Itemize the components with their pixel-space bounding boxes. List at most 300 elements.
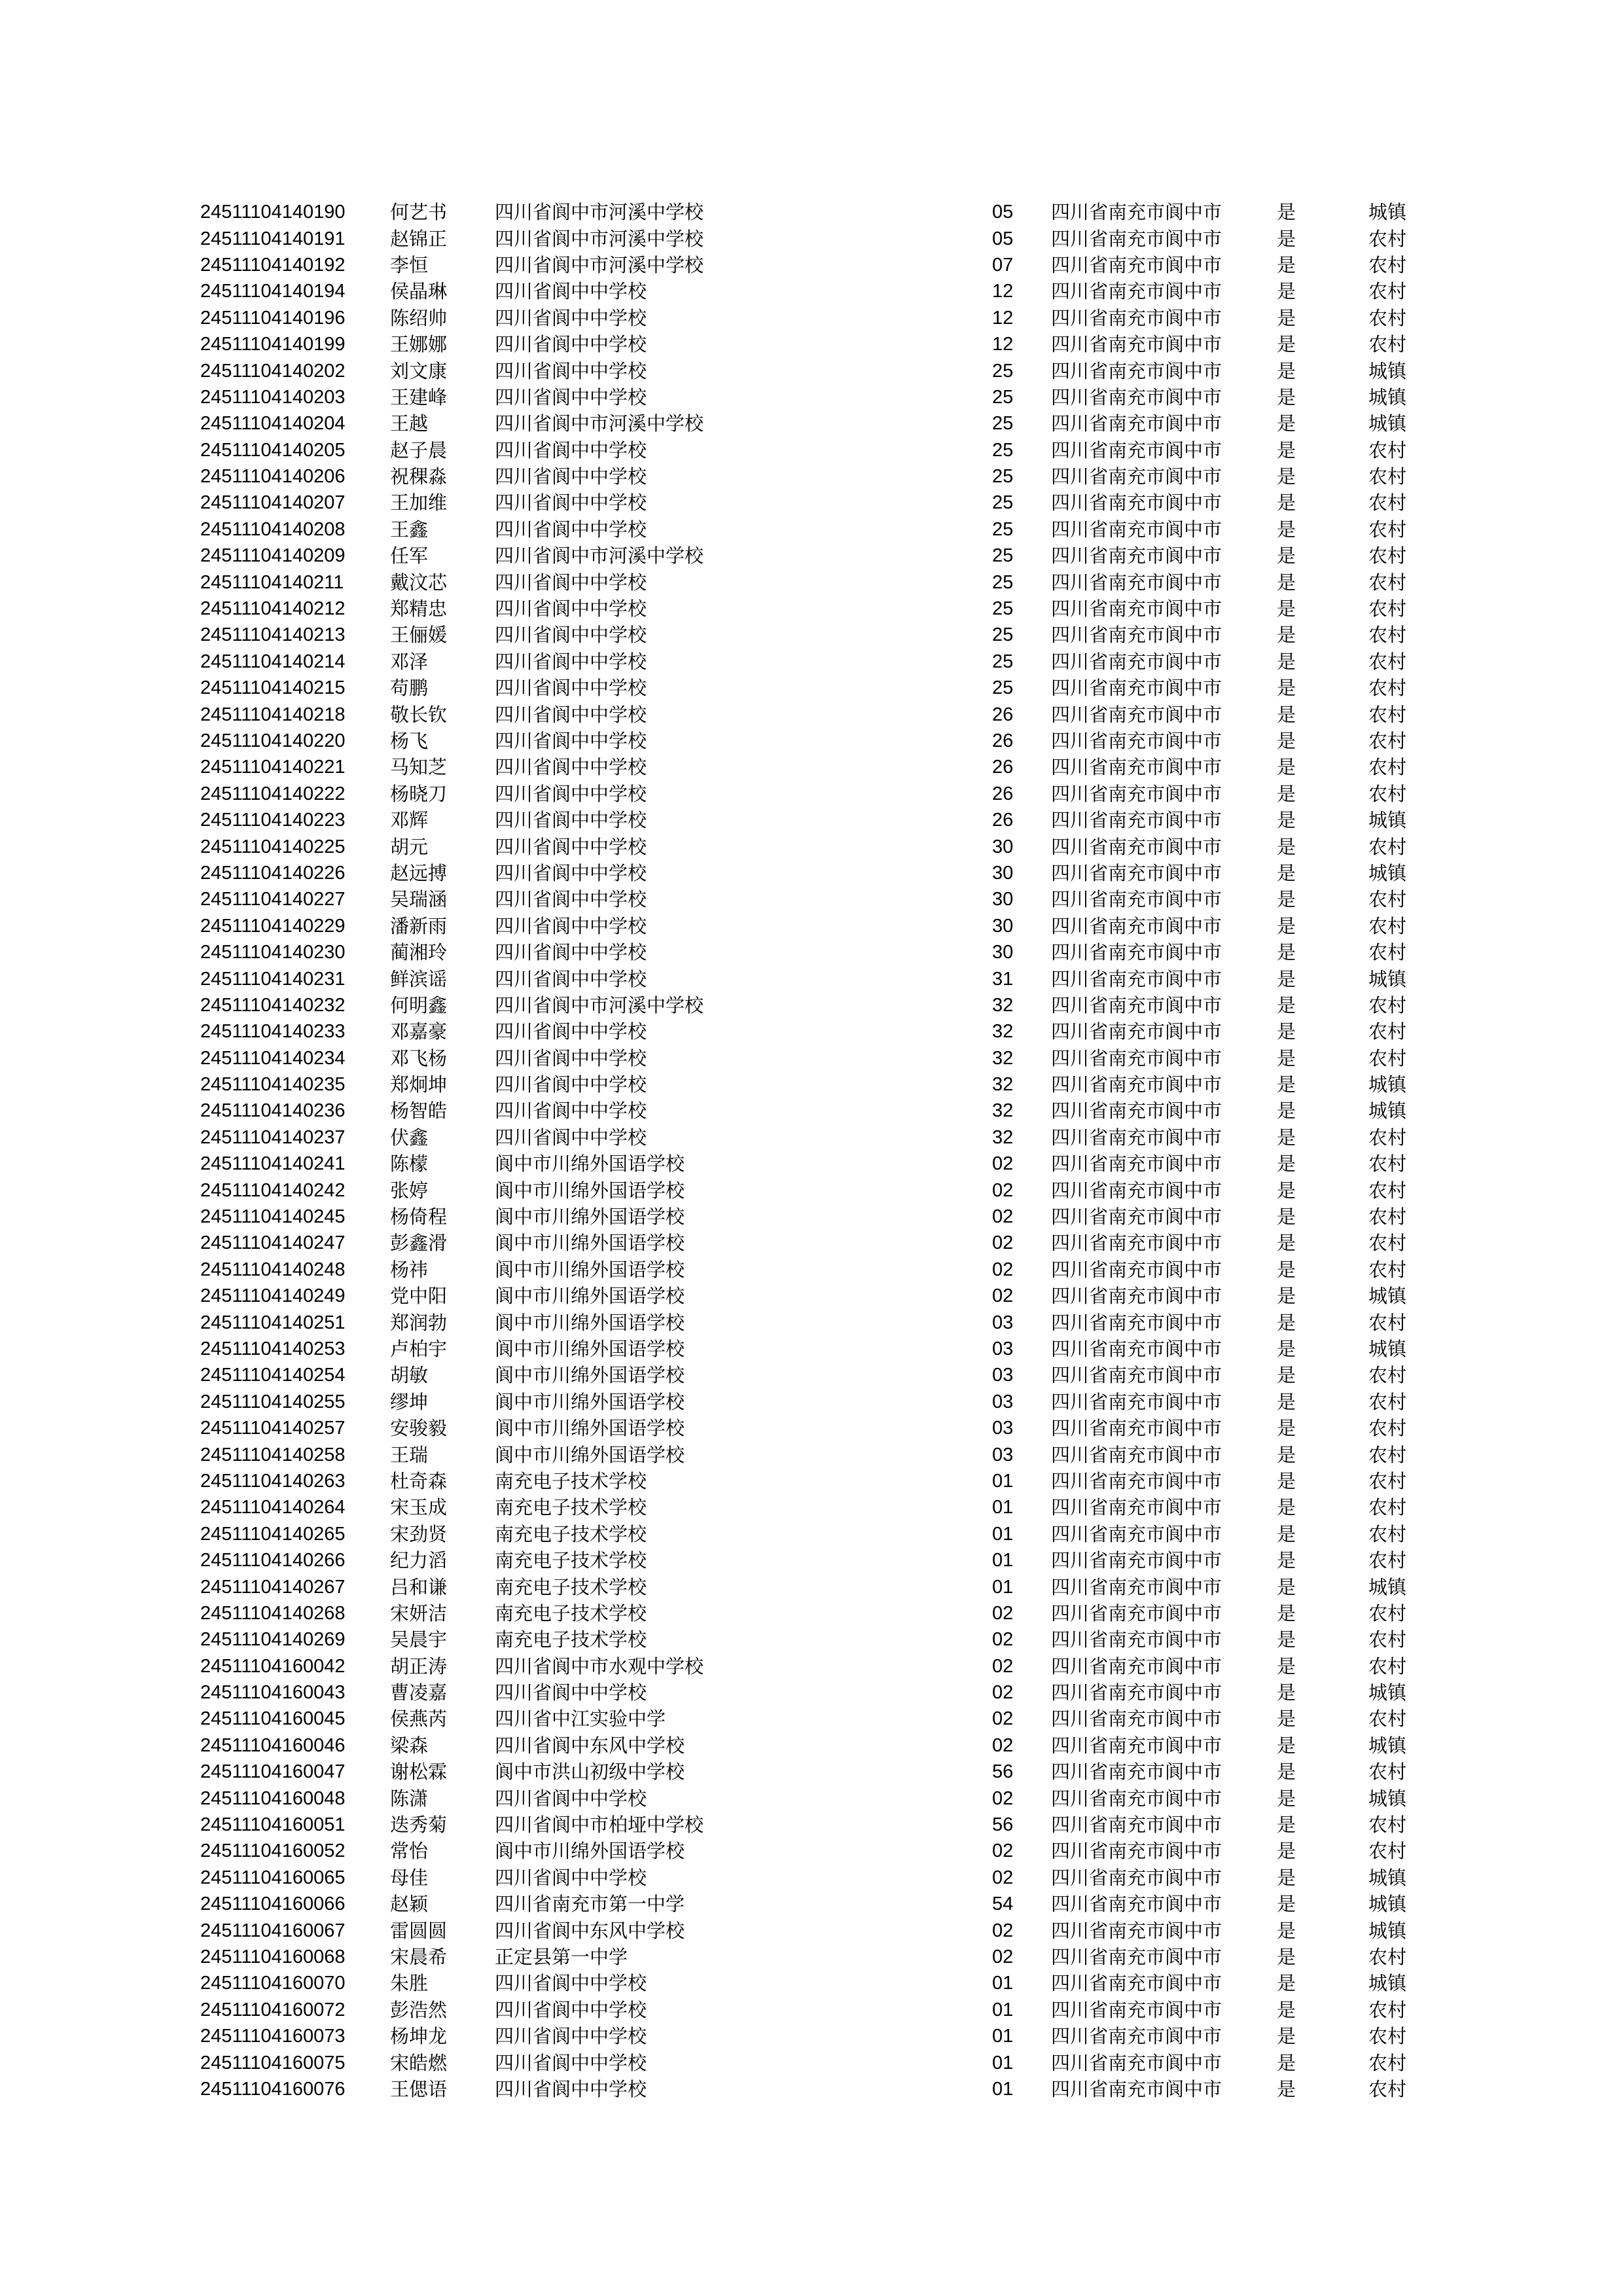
area-type-cell: 农村: [1368, 888, 1407, 911]
exam-number-cell: 24511104140206: [200, 466, 346, 488]
area-type-cell: 城镇: [1368, 412, 1407, 435]
student-name-cell: 侯晶琳: [390, 280, 448, 303]
table-row: [0, 252, 1623, 278]
table-row: [0, 939, 1623, 965]
flag-cell: 是: [1277, 624, 1296, 647]
exam-number-cell: 24511104140264: [200, 1497, 346, 1518]
table-row: [0, 305, 1623, 331]
region-cell: 四川省南充市阆中市: [1051, 1840, 1222, 1863]
student-name-cell: 蔺湘玲: [390, 941, 448, 964]
flag-cell: 是: [1277, 1919, 1296, 1942]
student-name-cell: 刘文康: [390, 359, 448, 382]
row-margin: [0, 1151, 200, 1177]
category-code-cell: 26: [992, 757, 1014, 778]
area-type-cell: 农村: [1368, 1469, 1407, 1492]
region-cell: 四川省南充市阆中市: [1051, 650, 1222, 673]
school-name-cell: 四川省阆中中学校: [495, 914, 647, 937]
row-margin: [0, 1653, 200, 1679]
table-row: [0, 1997, 1623, 2023]
area-type-cell: 农村: [1368, 1179, 1407, 1202]
school-name-cell: 阆中市川绵外国语学校: [495, 1337, 685, 1360]
row-margin: [0, 596, 200, 622]
region-cell: 四川省南充市阆中市: [1051, 359, 1222, 382]
school-name-cell: 四川省阆中中学校: [495, 650, 647, 673]
category-code-cell: 25: [992, 439, 1014, 461]
table-row: [0, 1653, 1623, 1679]
row-margin: [0, 410, 200, 437]
flag-cell: 是: [1277, 677, 1296, 700]
region-cell: 四川省南充市阆中市: [1051, 439, 1222, 461]
category-code-cell: 32: [992, 1126, 1014, 1148]
category-code-cell: 25: [992, 598, 1014, 620]
exam-number-cell: 24511104140205: [200, 439, 346, 461]
area-type-cell: 城镇: [1368, 1073, 1407, 1096]
flag-cell: 是: [1277, 465, 1296, 488]
school-name-cell: 四川省阆中中学校: [495, 306, 647, 329]
exam-number-cell: 24511104140231: [200, 968, 346, 990]
area-type-cell: 农村: [1368, 439, 1407, 461]
flag-cell: 是: [1277, 2051, 1296, 2074]
category-code-cell: 02: [992, 1867, 1014, 1888]
flag-cell: 是: [1277, 227, 1296, 250]
table-row: [0, 384, 1623, 410]
flag-cell: 是: [1277, 1417, 1296, 1440]
exam-number-cell: 24511104140211: [200, 571, 344, 593]
table-row: [0, 410, 1623, 437]
exam-number-cell: 24511104140190: [200, 202, 346, 223]
flag-cell: 是: [1277, 306, 1296, 329]
category-code-cell: 01: [992, 1523, 1014, 1545]
area-type-cell: 农村: [1368, 492, 1407, 514]
region-cell: 四川省南充市阆中市: [1051, 835, 1222, 858]
category-code-cell: 25: [992, 677, 1014, 699]
area-type-cell: 农村: [1368, 941, 1407, 964]
table-body: [0, 199, 1623, 2102]
area-type-cell: 农村: [1368, 1761, 1407, 1784]
category-code-cell: 02: [992, 1920, 1014, 1941]
category-code-cell: 26: [992, 704, 1014, 725]
student-name-cell: 王偲语: [390, 2077, 448, 2100]
flag-cell: 是: [1277, 1126, 1296, 1149]
school-name-cell: 四川省阆中中学校: [495, 571, 647, 594]
flag-cell: 是: [1277, 1285, 1296, 1308]
exam-number-cell: 24511104160072: [200, 1999, 346, 2020]
category-code-cell: 05: [992, 202, 1014, 223]
region-cell: 四川省南充市阆中市: [1051, 1153, 1222, 1175]
area-type-cell: 城镇: [1368, 1100, 1407, 1122]
school-name-cell: 四川省阆中中学校: [495, 465, 647, 488]
area-type-cell: 农村: [1368, 253, 1407, 276]
flag-cell: 是: [1277, 1496, 1296, 1519]
exam-number-cell: 24511104140199: [200, 334, 346, 355]
area-type-cell: 农村: [1368, 677, 1407, 700]
school-name-cell: 四川省阆中中学校: [495, 1126, 647, 1149]
region-cell: 四川省南充市阆中市: [1051, 914, 1222, 937]
school-name-cell: 阆中市川绵外国语学校: [495, 1179, 685, 1202]
flag-cell: 是: [1277, 1575, 1296, 1598]
exam-number-cell: 24511104140249: [200, 1285, 346, 1307]
school-name-cell: 南充电子技术学校: [495, 1522, 647, 1545]
exam-number-cell: 24511104160047: [200, 1761, 346, 1783]
row-margin: [0, 305, 200, 331]
region-cell: 四川省南充市阆中市: [1051, 1549, 1222, 1572]
region-cell: 四川省南充市阆中市: [1051, 994, 1222, 1016]
region-cell: 四川省南充市阆中市: [1051, 1919, 1222, 1942]
table-row: [0, 1468, 1623, 1494]
category-code-cell: 32: [992, 1100, 1014, 1122]
student-name-cell: 梁森: [390, 1734, 429, 1757]
region-cell: 四川省南充市阆中市: [1051, 545, 1222, 567]
area-type-cell: 农村: [1368, 518, 1407, 541]
region-cell: 四川省南充市阆中市: [1051, 227, 1222, 250]
area-type-cell: 城镇: [1368, 201, 1407, 224]
row-margin: [0, 781, 200, 807]
student-name-cell: 鲜滨谣: [390, 967, 448, 990]
table-row: [0, 490, 1623, 516]
school-name-cell: 四川省阆中中学校: [495, 677, 647, 700]
flag-cell: 是: [1277, 967, 1296, 990]
exam-number-cell: 24511104140253: [200, 1338, 346, 1359]
table-row: [0, 675, 1623, 701]
table-row: [0, 1785, 1623, 1811]
student-name-cell: 常怡: [390, 1840, 429, 1863]
category-code-cell: 02: [992, 1206, 1014, 1228]
area-type-cell: 农村: [1368, 1522, 1407, 1545]
school-name-cell: 四川省阆中中学校: [495, 333, 647, 356]
area-type-cell: 农村: [1368, 703, 1407, 726]
exam-number-cell: 24511104140248: [200, 1259, 346, 1280]
table-row: [0, 1257, 1623, 1283]
school-name-cell: 四川省阆中中学校: [495, 624, 647, 647]
area-type-cell: 城镇: [1368, 1734, 1407, 1757]
area-type-cell: 城镇: [1368, 967, 1407, 990]
flag-cell: 是: [1277, 994, 1296, 1016]
row-margin: [0, 490, 200, 516]
student-name-cell: 杨祎: [390, 1258, 429, 1281]
school-name-cell: 阆中市川绵外国语学校: [495, 1153, 685, 1175]
row-margin: [0, 1071, 200, 1098]
table-row: [0, 807, 1623, 833]
region-cell: 四川省南充市阆中市: [1051, 386, 1222, 408]
flag-cell: 是: [1277, 1972, 1296, 1995]
region-cell: 四川省南充市阆中市: [1051, 1734, 1222, 1757]
area-type-cell: 农村: [1368, 280, 1407, 303]
row-margin: [0, 1018, 200, 1045]
table-row: [0, 1944, 1623, 1970]
area-type-cell: 城镇: [1368, 1972, 1407, 1995]
row-margin: [0, 1865, 200, 1891]
region-cell: 四川省南充市阆中市: [1051, 1681, 1222, 1704]
school-name-cell: 南充电子技术学校: [495, 1602, 647, 1624]
student-name-cell: 何明鑫: [390, 994, 448, 1016]
table-row: [0, 833, 1623, 859]
school-name-cell: 四川省阆中中学校: [495, 2077, 647, 2100]
row-margin: [0, 1600, 200, 1626]
flag-cell: 是: [1277, 1153, 1296, 1175]
flag-cell: 是: [1277, 1179, 1296, 1202]
area-type-cell: 农村: [1368, 1364, 1407, 1387]
student-name-cell: 卢柏宇: [390, 1337, 448, 1360]
student-name-cell: 张婷: [390, 1179, 429, 1202]
exam-number-cell: 24511104140227: [200, 889, 346, 910]
table-row: [0, 1018, 1623, 1045]
table-row: [0, 463, 1623, 490]
exam-number-cell: 24511104160073: [200, 2026, 346, 2047]
row-margin: [0, 1177, 200, 1203]
flag-cell: 是: [1277, 2077, 1296, 2100]
area-type-cell: 农村: [1368, 1655, 1407, 1677]
school-name-cell: 四川省阆中东风中学校: [495, 1734, 685, 1757]
category-code-cell: 05: [992, 228, 1014, 249]
school-name-cell: 四川省阆中中学校: [495, 518, 647, 541]
school-name-cell: 四川省阆中中学校: [495, 1787, 647, 1810]
category-code-cell: 02: [992, 1708, 1014, 1730]
category-code-cell: 03: [992, 1312, 1014, 1333]
student-name-cell: 王鑫: [390, 518, 429, 541]
flag-cell: 是: [1277, 1549, 1296, 1572]
area-type-cell: 农村: [1368, 1232, 1407, 1255]
exam-number-cell: 24511104140251: [200, 1312, 346, 1333]
table-row: [0, 1389, 1623, 1415]
flag-cell: 是: [1277, 861, 1296, 884]
category-code-cell: 03: [992, 1418, 1014, 1439]
area-type-cell: 农村: [1368, 227, 1407, 250]
flag-cell: 是: [1277, 1390, 1296, 1413]
student-name-cell: 杨倚程: [390, 1206, 448, 1229]
category-code-cell: 12: [992, 307, 1014, 329]
region-cell: 四川省南充市阆中市: [1051, 1285, 1222, 1308]
school-name-cell: 阆中市川绵外国语学校: [495, 1417, 685, 1440]
student-name-cell: 胡元: [390, 835, 429, 858]
table-row: [0, 1706, 1623, 1732]
area-type-cell: 城镇: [1368, 861, 1407, 884]
area-type-cell: 农村: [1368, 2025, 1407, 2048]
exam-number-cell: 24511104140257: [200, 1418, 346, 1439]
table-row: [0, 1151, 1623, 1177]
school-name-cell: 四川省阆中东风中学校: [495, 1919, 685, 1942]
area-type-cell: 农村: [1368, 1047, 1407, 1069]
table-row: [0, 781, 1623, 807]
table-row: [0, 1230, 1623, 1256]
area-type-cell: 农村: [1368, 1496, 1407, 1519]
category-code-cell: 02: [992, 1179, 1014, 1201]
student-name-cell: 陈檬: [390, 1153, 429, 1175]
student-name-cell: 郑精忠: [390, 598, 448, 620]
table-row: [0, 1204, 1623, 1230]
category-code-cell: 25: [992, 624, 1014, 646]
area-type-cell: 农村: [1368, 1945, 1407, 1968]
category-code-cell: 26: [992, 810, 1014, 831]
student-name-cell: 潘新雨: [390, 914, 448, 937]
area-type-cell: 农村: [1368, 1708, 1407, 1731]
row-margin: [0, 1706, 200, 1732]
table-row: [0, 1283, 1623, 1309]
school-name-cell: 南充电子技术学校: [495, 1469, 647, 1492]
flag-cell: 是: [1277, 1073, 1296, 1096]
exam-number-cell: 24511104140191: [200, 228, 346, 249]
table-row: [0, 1679, 1623, 1706]
flag-cell: 是: [1277, 280, 1296, 303]
student-name-cell: 祝稞淼: [390, 465, 448, 488]
exam-number-cell: 24511104140236: [200, 1100, 346, 1122]
exam-number-cell: 24511104140204: [200, 413, 346, 435]
table-row: [0, 1124, 1623, 1151]
category-code-cell: 01: [992, 1550, 1014, 1571]
exam-number-cell: 24511104140212: [200, 598, 346, 620]
row-margin: [0, 1309, 200, 1335]
school-name-cell: 四川省阆中市河溪中学校: [495, 253, 704, 276]
region-cell: 四川省南充市阆中市: [1051, 1496, 1222, 1519]
region-cell: 四川省南充市阆中市: [1051, 1655, 1222, 1677]
student-name-cell: 郑润勃: [390, 1311, 448, 1334]
exam-number-cell: 24511104140241: [200, 1153, 346, 1175]
area-type-cell: 农村: [1368, 1417, 1407, 1440]
table-row: [0, 278, 1623, 304]
category-code-cell: 32: [992, 1074, 1014, 1096]
row-margin: [0, 1891, 200, 1917]
student-name-cell: 彭浩然: [390, 1998, 448, 2021]
category-code-cell: 25: [992, 518, 1014, 540]
category-code-cell: 30: [992, 836, 1014, 857]
category-code-cell: 01: [992, 2052, 1014, 2073]
exam-number-cell: 24511104160043: [200, 1682, 346, 1704]
region-cell: 四川省南充市阆中市: [1051, 1443, 1222, 1466]
student-name-cell: 邓辉: [390, 809, 429, 832]
row-margin: [0, 1917, 200, 1943]
region-cell: 四川省南充市阆中市: [1051, 809, 1222, 832]
exam-number-cell: 24511104140226: [200, 862, 346, 884]
area-type-cell: 农村: [1368, 994, 1407, 1016]
category-code-cell: 30: [992, 889, 1014, 910]
student-name-cell: 伏鑫: [390, 1126, 429, 1149]
row-margin: [0, 649, 200, 675]
table-row: [0, 1177, 1623, 1203]
region-cell: 四川省南充市阆中市: [1051, 598, 1222, 620]
region-cell: 四川省南充市阆中市: [1051, 941, 1222, 964]
school-name-cell: 四川省阆中中学校: [495, 888, 647, 911]
school-name-cell: 四川省阆中中学校: [495, 439, 647, 461]
student-name-cell: 赵子晨: [390, 439, 448, 461]
flag-cell: 是: [1277, 1100, 1296, 1122]
school-name-cell: 阆中市洪山初级中学校: [495, 1761, 685, 1784]
region-cell: 四川省南充市阆中市: [1051, 1232, 1222, 1255]
table-row: [0, 992, 1623, 1018]
table-row: [0, 1309, 1623, 1335]
region-cell: 四川省南充市阆中市: [1051, 1364, 1222, 1387]
school-name-cell: 阆中市川绵外国语学校: [495, 1285, 685, 1308]
region-cell: 四川省南充市阆中市: [1051, 465, 1222, 488]
school-name-cell: 四川省阆中市河溪中学校: [495, 201, 704, 224]
student-name-cell: 迭秀菊: [390, 1814, 448, 1837]
school-name-cell: 四川省阆中中学校: [495, 967, 647, 990]
school-name-cell: 四川省阆中中学校: [495, 2025, 647, 2048]
exam-number-cell: 24511104140230: [200, 942, 346, 963]
row-margin: [0, 1547, 200, 1573]
exam-number-cell: 24511104160065: [200, 1867, 346, 1888]
row-margin: [0, 1573, 200, 1600]
row-margin: [0, 1468, 200, 1494]
table-row: [0, 1759, 1623, 1785]
category-code-cell: 31: [992, 968, 1014, 990]
exam-number-cell: 24511104140196: [200, 307, 346, 329]
table-row: [0, 543, 1623, 569]
exam-number-cell: 24511104140223: [200, 810, 346, 831]
student-name-cell: 母佳: [390, 1866, 429, 1889]
student-name-cell: 宋晨希: [390, 1945, 448, 1968]
category-code-cell: 02: [992, 1153, 1014, 1175]
category-code-cell: 07: [992, 254, 1014, 276]
student-name-cell: 王俪媛: [390, 624, 448, 647]
category-code-cell: 30: [992, 942, 1014, 963]
student-name-cell: 杜奇森: [390, 1469, 448, 1492]
table-row: [0, 2049, 1623, 2075]
table-row: [0, 886, 1623, 912]
student-name-cell: 朱胜: [390, 1972, 429, 1995]
row-margin: [0, 543, 200, 569]
row-margin: [0, 860, 200, 886]
region-cell: 四川省南充市阆中市: [1051, 1311, 1222, 1334]
school-name-cell: 阆中市川绵外国语学校: [495, 1443, 685, 1466]
table-row: [0, 1891, 1623, 1917]
student-name-cell: 雷圆圆: [390, 1919, 448, 1942]
row-margin: [0, 1389, 200, 1415]
row-margin: [0, 252, 200, 278]
category-code-cell: 12: [992, 281, 1014, 302]
category-code-cell: 56: [992, 1814, 1014, 1836]
school-name-cell: 四川省阆中中学校: [495, 756, 647, 779]
flag-cell: 是: [1277, 1681, 1296, 1704]
flag-cell: 是: [1277, 598, 1296, 620]
category-code-cell: 26: [992, 783, 1014, 804]
category-code-cell: 25: [992, 571, 1014, 593]
area-type-cell: 农村: [1368, 545, 1407, 567]
area-type-cell: 农村: [1368, 1549, 1407, 1572]
school-name-cell: 四川省阆中中学校: [495, 1681, 647, 1704]
category-code-cell: 32: [992, 1047, 1014, 1069]
category-code-cell: 25: [992, 651, 1014, 672]
table-row: [0, 1838, 1623, 1864]
flag-cell: 是: [1277, 1998, 1296, 2021]
region-cell: 四川省南充市阆中市: [1051, 492, 1222, 514]
exam-number-cell: 24511104140192: [200, 254, 346, 276]
row-margin: [0, 754, 200, 780]
row-margin: [0, 1732, 200, 1759]
flag-cell: 是: [1277, 1840, 1296, 1863]
region-cell: 四川省南充市阆中市: [1051, 1972, 1222, 1995]
table-row: [0, 516, 1623, 543]
region-cell: 四川省南充市阆中市: [1051, 782, 1222, 805]
exam-number-cell: 24511104140215: [200, 677, 346, 699]
student-name-cell: 邓飞杨: [390, 1047, 448, 1069]
region-cell: 四川省南充市阆中市: [1051, 2077, 1222, 2100]
flag-cell: 是: [1277, 359, 1296, 382]
area-type-cell: 农村: [1368, 2051, 1407, 2074]
row-margin: [0, 886, 200, 912]
area-type-cell: 农村: [1368, 333, 1407, 356]
flag-cell: 是: [1277, 1628, 1296, 1651]
school-name-cell: 四川省阆中中学校: [495, 492, 647, 514]
region-cell: 四川省南充市阆中市: [1051, 1787, 1222, 1810]
table-row: [0, 1415, 1623, 1441]
table-row: [0, 754, 1623, 780]
student-name-cell: 敬长钦: [390, 703, 448, 726]
area-type-cell: 农村: [1368, 571, 1407, 594]
row-margin: [0, 1838, 200, 1864]
category-code-cell: 25: [992, 386, 1014, 408]
row-margin: [0, 913, 200, 939]
school-name-cell: 四川省阆中中学校: [495, 386, 647, 408]
student-list-table: [0, 199, 1623, 2102]
